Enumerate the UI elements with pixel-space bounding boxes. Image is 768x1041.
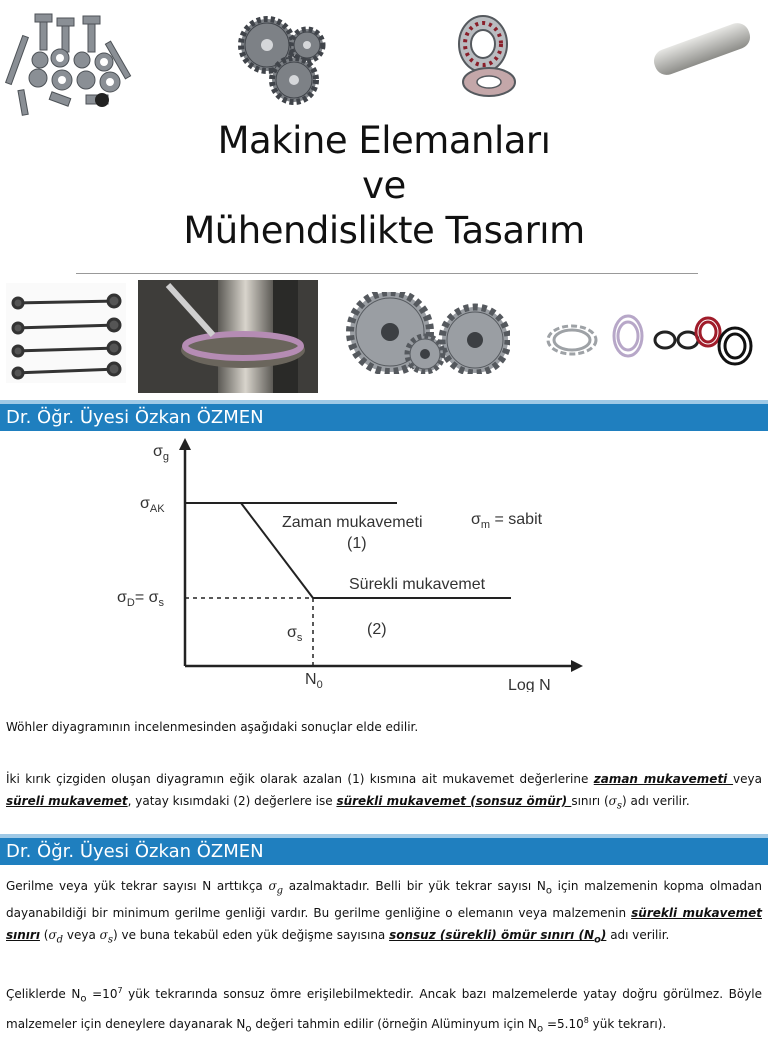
- bolts-nuts-icon: [0, 0, 150, 125]
- bearing-image: [455, 12, 519, 100]
- time-strength-label: Zaman mukavemeti: [282, 514, 423, 531]
- bearing-icon: [455, 12, 519, 100]
- x-axis-arrow: [571, 660, 583, 672]
- wohler-diagram-svg: [115, 436, 585, 692]
- welding-image: [138, 280, 318, 393]
- n0-label: $N_0$: [305, 671, 323, 691]
- wohler-diagram: [115, 436, 585, 692]
- drive-shafts-icon: [6, 283, 126, 383]
- region-one-label: (1): [347, 535, 367, 552]
- intro-text: Wöhler diyagramının incelenmesinden aşağıdaki sonuçlar elde edilir.: [6, 720, 419, 734]
- term-infinite-life: sonsuz (sürekli) ömür sınırı $(N_o)$: [389, 928, 607, 946]
- sigma-ak-label: $\sigma_{AK}$: [140, 495, 165, 515]
- springs-icon: [540, 310, 760, 375]
- paragraph-steel-cycles: Çeliklerde $N_o =10^7$ yük tekrarında sonsuz ömre erişilebilmektedir. Ancak bazı malzemelerde yatay doğru görülmez. Böyle malzemeler için deneylere dayanarak $N_o$ değeri tahmin edilir (örneğin Alüminyum için $N_o =5.10^8$ yük tekrarı).: [6, 986, 763, 1035]
- term-zaman: zaman mukavemeti: [593, 772, 734, 786]
- term-sureli: süreli mukavemet: [6, 794, 128, 808]
- region-two-label: (2): [367, 621, 387, 638]
- sigma-s-label: $\sigma_s$: [287, 624, 303, 644]
- drive-shafts-image: [6, 283, 126, 383]
- key-pin-image: [648, 10, 754, 90]
- author-band-top: [0, 400, 768, 431]
- author-name-2: Dr. Öğr. Üyesi Özkan ÖZMEN: [6, 841, 264, 862]
- page-title: [0, 118, 768, 253]
- title-line-1: Makine Elemanları: [217, 119, 551, 162]
- title-divider: [76, 273, 698, 274]
- term-endurance-limit: sürekli mukavemet sınırı: [6, 906, 762, 943]
- endurance-label: Sürekli mukavemet: [349, 576, 486, 593]
- gears-icon: [232, 5, 342, 110]
- gears-image: [232, 5, 342, 110]
- key-pin-icon: [648, 10, 754, 90]
- spur-gears-image: [345, 292, 510, 374]
- spur-gears-icon: [345, 292, 510, 374]
- welding-icon: [138, 280, 318, 393]
- y-axis-label: $\sigma_g$: [153, 443, 169, 463]
- bolts-nuts-image: [0, 0, 150, 125]
- sigma-d-label: $\sigma_D= \sigma_s$: [117, 589, 164, 609]
- title-line-3: Mühendislikte Tasarım: [183, 209, 585, 252]
- author-band-bottom: [0, 834, 768, 865]
- y-axis-arrow: [179, 438, 191, 450]
- sigma-m-label: $\sigma_m$ = sabit: [471, 511, 543, 531]
- paragraph-time-strength: İki kırık çizgiden oluşan diyagramın eğik olarak azalan (1) kısmına ait mukavemet değerlerine zaman mukavemeti veya süreli mukavemet, yatay kısımdaki (2) değerlere ise sürekli mukavemet (sonsuz ömür) sınırı $(\sigma_s)$ adı verilir.: [6, 772, 762, 812]
- author-name: Dr. Öğr. Üyesi Özkan ÖZMEN: [6, 407, 264, 428]
- title-line-2: ve: [362, 164, 406, 207]
- log-n-label: Log N: [508, 677, 551, 692]
- springs-image: [540, 310, 760, 375]
- paragraph-endurance-limit: Gerilme veya yük tekrar sayısı N arttıkça $\sigma_g$ azalmaktadır. Belli bir yük tekrar sayısı $N_o$ için malzemenin kopma olmadan dayanabildiği bir minimum gerilme genliği vardır. Bu gerilme genliğine o elemanın veya malzemenin sürekli mukavemet sınırı ($\sigma_d$ veya $\sigma_s$) ve buna tekabül eden yük değişme sayısına sonsuz (sürekli) ömür sınırı $(N_o)$ adı verilir.: [6, 879, 762, 946]
- term-surekli: sürekli mukavemet (sonsuz ömür): [336, 794, 572, 808]
